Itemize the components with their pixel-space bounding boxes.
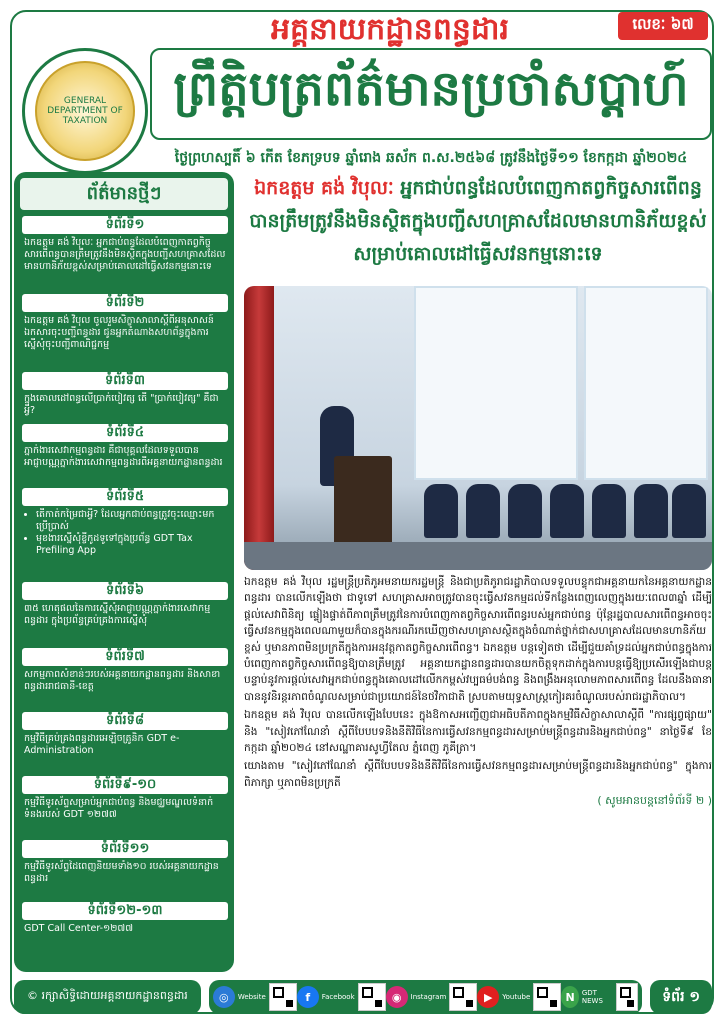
projection-screen-right <box>584 286 708 480</box>
sidebar-item-bullets <box>22 506 228 557</box>
sidebar-item-page3[interactable] <box>22 372 228 417</box>
sidebar-bullet: • តើកាត់កម្រៃជាអ្វី? ដែលអ្នកជាប់ពន្ធត្រូវចុះឈ្មោះមកប្រើប្រាស់ <box>36 509 226 533</box>
social-instagram[interactable] <box>386 983 478 1011</box>
sidebar-page-label: ទំព័រទី៩-១០ <box>22 776 228 794</box>
stage-curtain <box>244 286 274 570</box>
instagram-icon: ◉ <box>386 986 408 1008</box>
sidebar-item-page8[interactable] <box>22 712 228 757</box>
qr-code <box>616 983 639 1011</box>
sidebar-page-label: ទំព័រទី១១ <box>22 840 228 858</box>
dateline: ថ្ងៃព្រហស្បតិ៍ ៦ កើត ខែភទ្របទ ឆ្នាំរោង ឆស័ក ព.ស.២៥៦៨ ត្រូវនឹងថ្ងៃទី១១ ខែកក្កដា ឆ្នាំ២០២៤ <box>174 149 688 166</box>
sidebar-item-text: កម្មវិធីទូរស័ព្ទសម្រាប់អ្នកជាប់ពន្ធ និងមជ្ឈមណ្ឌលទំនាក់ទំនងរបស់ GDT ១២៧៧ <box>24 797 214 820</box>
gdt-logo <box>22 48 148 174</box>
social-youtube[interactable] <box>477 983 561 1011</box>
article-body <box>244 574 712 954</box>
article-paragraph-2: ឯកឧត្តម គង់ វិបុល បានលើកឡើងបែបនេះ ក្នុងឱកាសអញ្ជើញជាអធិបតីភាពក្នុងកម្មវិធីសិក្ខាសាលាស្ដីពី "ការផ្សព្វផ្សាយ" និង "សៀវភៅណែនាំ ស្ដីពីបែបបទនិងនីតិវិធីនៃការធ្វើសវនកម្មពន្ធដារសម្រាប់មន្ត្រីពន្ធដារនិងអ្នកជាប់ពន្ធ" នាថ្ងៃទី៩ ខែកក្កដា ឆ្នាំ២០២៤ នៅសណ្ឋាគារសូហ្វីតែល ភ្នំពេញ ភូគីត្រា។ <box>244 709 712 755</box>
globe-icon: ◎ <box>213 986 235 1008</box>
seated-guest <box>424 484 458 538</box>
copyright: © រក្សាសិទ្ធិដោយអគ្គនាយកដ្ឋានពន្ធដារ <box>14 980 201 1014</box>
seated-guest <box>634 484 668 538</box>
sidebar-title: ព័ត៌មានថ្មីៗ <box>20 178 228 210</box>
seated-guest <box>592 484 626 538</box>
stage-floor <box>244 542 712 570</box>
department-name: អគ្គនាយកដ្ឋានពន្ធដារ <box>270 12 510 47</box>
lead-headline <box>244 172 712 284</box>
facebook-icon: f <box>297 986 319 1008</box>
sidebar-item-page9-10[interactable] <box>22 776 228 821</box>
social-label: GDT NEWS <box>581 989 603 1005</box>
sidebar-item-page7[interactable] <box>22 648 228 693</box>
news-sidebar <box>14 172 234 972</box>
qr-code <box>449 983 477 1011</box>
sidebar-item-text: ឯកឧត្តម គង់ វិបុល ចូលរួមសិក្ខាសាលាស្ដីពីអនុសាសន៍ឯកសារចុះបញ្ជីពន្ធដារ ជូនអ្នកតំណាងសហព័ន្ធក្នុងការស្នើសុំចុះបញ្ជីពាណិជ្ជកម្ម <box>24 315 214 350</box>
social-website[interactable] <box>213 983 297 1011</box>
continued-link[interactable]: ( សូមអានបន្តនៅទំព័រទី ២ ) <box>597 794 712 808</box>
sidebar-page-label: ទំព័រទី៤ <box>22 424 228 442</box>
sidebar-item-page2[interactable] <box>22 294 228 351</box>
newsletter-masthead: ព្រឹត្តិបត្រព័ត៌មានប្រចាំសប្ដាហ៍ <box>150 48 712 140</box>
issue-badge: លេខៈ ៦៧ <box>618 12 708 40</box>
sidebar-item-text: ភ្នាក់ងារសេវាកម្មពន្ធដារ គឺជាបុគ្គលដែលទទួលបានអាជ្ញាបណ្ណភ្នាក់ងារសេវាកម្មពន្ធដារពីអគ្គនាយកដ្ឋានពន្ធដារ <box>24 445 223 468</box>
sidebar-item-page5[interactable] <box>22 488 228 557</box>
social-label: Website <box>237 993 266 1001</box>
social-links <box>209 980 642 1014</box>
headline-speaker: ឯកឧត្តម គង់ វិបុលៈ <box>254 177 394 199</box>
gdt-news-icon: N <box>561 986 579 1008</box>
sidebar-item-page6[interactable] <box>22 582 228 627</box>
social-label: Instagram <box>410 993 447 1001</box>
seated-guest <box>466 484 500 538</box>
sidebar-item-text: កម្មវិធីទូរស័ព្ទដៃពេញនិយមទាំង១០ របស់អគ្គនាយកដ្ឋានពន្ធដារ <box>24 861 219 884</box>
projection-screen <box>414 286 578 480</box>
sidebar-item-text: ក្នុងគោលដៅពន្ធលើប្រាក់បៀវត្ស តើ "ប្រាក់បៀវត្ស" គឺជាអ្វី? <box>24 393 219 416</box>
sidebar-item-page11[interactable] <box>22 840 228 885</box>
seated-guest <box>550 484 584 538</box>
podium <box>334 456 392 556</box>
sidebar-page-label: ទំព័រទី១២-១៣ <box>22 902 228 920</box>
logo-text: GENERAL DEPARTMENT OF TAXATION <box>47 96 123 126</box>
sidebar-page-label: ទំព័រទី១ <box>22 216 228 234</box>
social-gdt-news[interactable] <box>561 983 638 1011</box>
sidebar-bullet: • មុខងារស្នើសុំខ្ចីកូដទូទៅក្នុងប្រព័ន្ធ GDT Tax Prefiling App <box>36 533 226 557</box>
sidebar-page-label: ទំព័រទី៥ <box>22 488 228 506</box>
sidebar-item-text: សកម្មភាពសំខាន់ៗរបស់អគ្គនាយកដ្ឋានពន្ធដារ និងសាខាពន្ធដាររាជធានី-ខេត្ត <box>24 669 221 692</box>
social-label: Facebook <box>321 993 355 1001</box>
event-photo <box>244 286 712 570</box>
qr-code <box>533 983 561 1011</box>
sidebar-page-label: ទំព័រទី៣ <box>22 372 228 390</box>
sidebar-item-page4[interactable] <box>22 424 228 469</box>
qr-code <box>269 983 297 1011</box>
seated-guest <box>672 484 706 538</box>
qr-code <box>358 983 386 1011</box>
social-facebook[interactable] <box>297 983 386 1011</box>
sidebar-page-label: ទំព័រទី៨ <box>22 712 228 730</box>
sidebar-page-label: ទំព័រទី៧ <box>22 648 228 666</box>
social-label: Youtube <box>502 993 531 1001</box>
sidebar-page-label: ទំព័រទី៦ <box>22 582 228 600</box>
page-number: ទំព័រ ១ <box>650 980 712 1014</box>
sidebar-page-label: ទំព័រទី២ <box>22 294 228 312</box>
sidebar-item-text: ៣៥ ហេតុផលនៃការស្នើសុំអាជ្ញាបណ្ណភ្នាក់ងារសេវាកម្មពន្ធដារ ក្នុងប្រព័ន្ធគ្រប់គ្រងការស្នើសុំ <box>24 603 211 626</box>
headline-text: អ្នកជាប់ពន្ធដែលបំពេញកាតព្វកិច្ចសារពើពន្ធបានត្រឹមត្រូវនឹងមិនស្ថិតក្នុងបញ្ជីសហគ្រាសដែលមានហានិភ័យខ្ពស់សម្រាប់គោលដៅធ្វើសវនកម្មនោះទេ <box>249 177 707 265</box>
gdt-logo-emblem <box>35 61 135 161</box>
youtube-icon: ▶ <box>477 986 499 1008</box>
article-paragraph-3: យោងតាម "សៀវភៅណែនាំ ស្ដីពីបែបបទនិងនីតិវិធីនៃការធ្វើសវនកម្មពន្ធដារសម្រាប់មន្ត្រីពន្ធដារនិងអ្នកជាប់ពន្ធ" ក្នុងការពិភាក្សា ឬភាពមិនប្រក្រតី <box>244 760 712 789</box>
seated-guest <box>508 484 542 538</box>
sidebar-item-text: GDT Call Center-១២៧៧ <box>24 923 134 934</box>
sidebar-item-text: កម្មវិធីគ្រប់គ្រងពន្ធដារអេឡិចត្រូនិក GDT e-Administration <box>24 733 180 756</box>
sidebar-item-text: ឯកឧត្តម គង់ វិបុលៈ អ្នកជាប់ពន្ធដែលបំពេញកាតព្វកិច្ចសារពើពន្ធបានត្រឹមត្រូវនឹងមិនស្ថិតក្នុងបញ្ជីសហគ្រាសដែលមានហានិភ័យខ្ពស់សម្រាប់គោលដៅធ្វើសវនកម្មនោះទេ <box>24 237 226 272</box>
footer <box>14 978 712 1016</box>
sidebar-item-page12-13[interactable] <box>22 902 228 935</box>
article-paragraph-1: ឯកឧត្តម គង់ វិបុល រដ្ឋមន្ត្រីប្រតិភូអមនាយករដ្ឋមន្ត្រី និងជាប្រតិភូរាជរដ្ឋាភិបាលទទួលបន្ទុកជាអគ្គនាយកនៃអគ្គនាយកដ្ឋានពន្ធដារ បានលើកឡើងថា ជាទូទៅ សហគ្រាសអាចត្រូវបានចុះធ្វើសវនកម្មដល់ទីកន្លែងពេញលេញក្នុងរយៈពេល៣ឆ្នាំ ដើម្បីផ្តល់សេវាពិនិត្យ ផ្ទៀងផ្ទាត់ពីភាពត្រឹមត្រូវនៃការបំពេញកាតព្វកិច្ចសារពើពន្ធរបស់អ្នកជាប់ពន្ធ ប៉ុន្តែរដ្ឋបាលសារពើពន្ធអាចចុះធ្វើសវនកម្មក្នុងពេលណាមួយក៏បានក្នុងករណីរកឃើញថាសហគ្រាសស្ថិតក្នុងចំណាត់ថ្នាក់ជាសហគ្រាសដែលមានហានិភ័យខ្ពស់ ឬមានភាពមិនប្រក្រតីក្នុងការអនុវត្តកាតព្វកិច្ចសារពើពន្ធ។ ឯកឧត្តម បន្តទៀតថា ដើម្បីជួយគាំទ្រដល់អ្នកជាប់ពន្ធក្នុងការបំពេញកាតព្វកិច្ចសារពើពន្ធឱ្យបានត្រឹមត្រូវ អគ្គនាយកដ្ឋានពន្ធដារបានយកចិត្តទុកដាក់ក្នុងការបន្តធ្វើឱ្យប្រសើរឡើងជាបន្តបន្ទាប់នូវការផ្តល់សេវាអ្នកជាប់ពន្ធក្នុងគោលដៅលើកកម្ពស់វប្បធម៌បង់ពន្ធ និងពង្រឹងអនុលោមភាពសារពើពន្ធ ដែលនឹងធានាបាននូវនិរន្តរភាពចំណូលសម្រាប់ជាប្រយោជន៍នៃថវិកាជាតិ ស្របតាមយុទ្ធសាស្ត្រកៀរគរចំណូលរបស់រាជរដ្ឋាភិបាល។ <box>244 576 712 703</box>
sidebar-item-page1[interactable] <box>22 216 228 273</box>
